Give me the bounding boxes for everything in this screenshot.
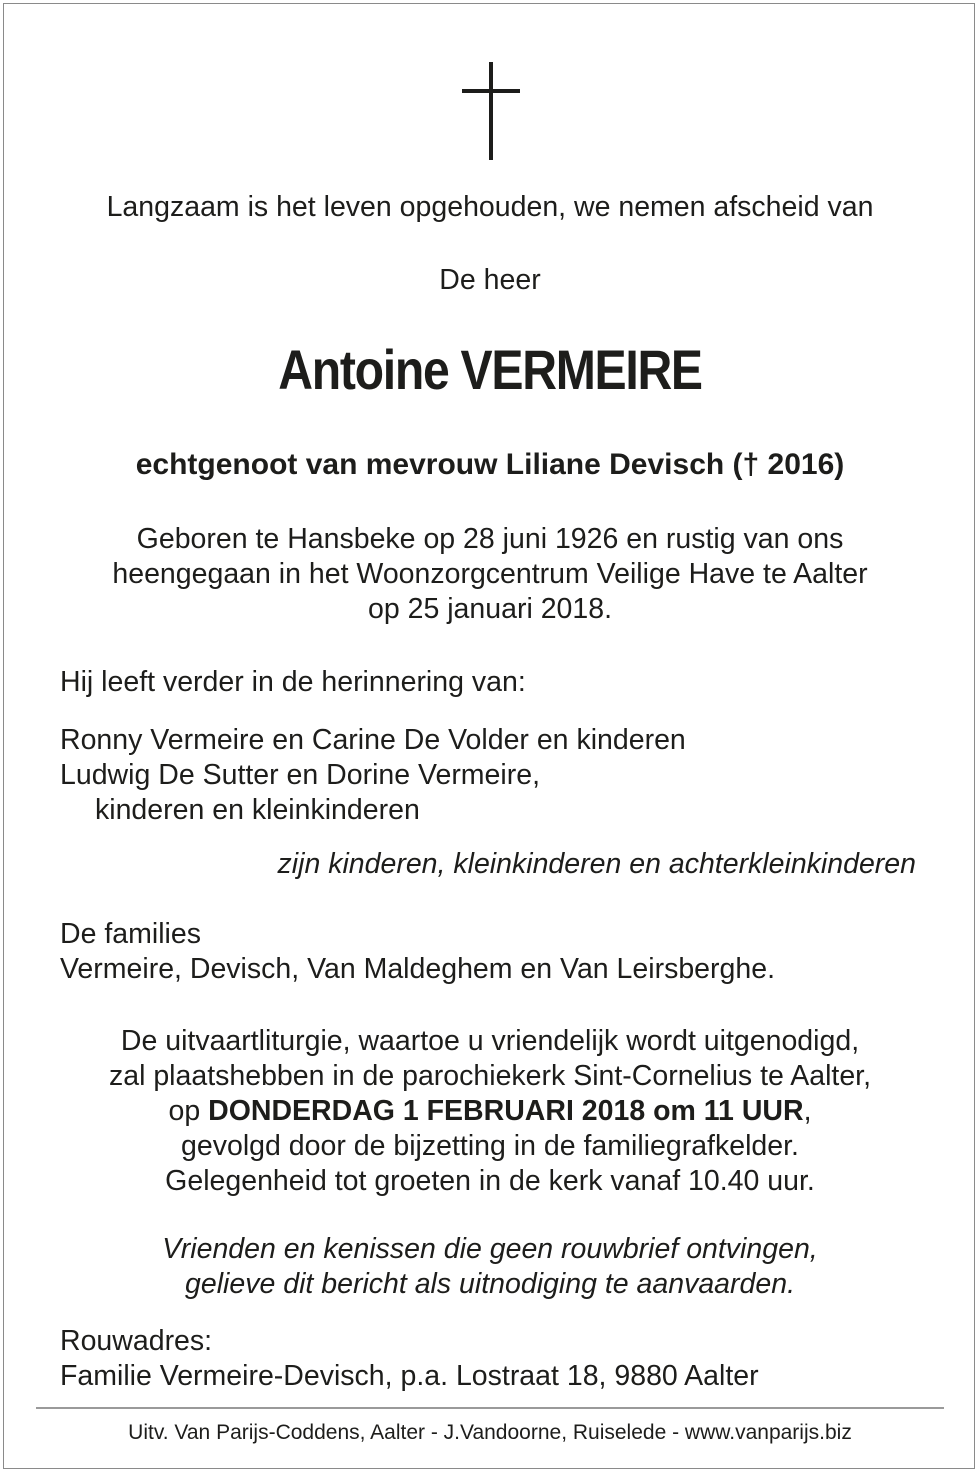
family-line-1: Ronny Vermeire en Carine De Volder en kinderen [60,724,686,756]
deceased-name: Antoine VERMEIRE [278,338,702,401]
family-line-3: kinderen en kleinkinderen [95,794,420,826]
remembrance-intro: Hij leeft verder in de herinnering van: [60,666,526,698]
footer-credits: Uitv. Van Parijs-Coddens, Aalter - J.Vandoorne, Ruiselede - www.vanparijs.biz [128,1421,852,1444]
footer-divider [36,1407,944,1409]
notice-line-2: gelieve dit bericht als uitnodiging te aanvaarden. [185,1268,795,1300]
families-names: Vermeire, Devisch, Van Maldeghem en Van Leirsberghe. [60,953,775,985]
funeral-date-prefix: op [168,1095,209,1127]
funeral-date: DONDERDAG 1 FEBRUARI 2018 om 11 UUR [208,1095,804,1127]
address-value: Familie Vermeire-Devisch, p.a. Lostraat 18, 9880 Aalter [60,1360,759,1392]
cross-vertical-bar [489,62,493,160]
intro-text: Langzaam is het leven opgehouden, we nemen afscheid van [106,191,874,223]
funeral-date-suffix: , [803,1095,812,1127]
birth-death-line-1: Geboren te Hansbeke op 28 juni 1926 en rustig van ons [136,523,844,555]
funeral-line-5: Gelegenheid tot groeten in de kerk vanaf 10.40 uur. [165,1165,815,1197]
spouse-line: echtgenoot van mevrouw Liliane Devisch († 2016) [135,448,845,481]
notice-line-1: Vrienden en kenissen die geen rouwbrief ontvingen, [162,1233,818,1265]
funeral-line-3 [0,1094,980,1129]
cross-icon [462,62,520,160]
funeral-line-2: zal plaatshebben in de parochiekerk Sint-Cornelius te Aalter, [108,1060,872,1092]
families-label: De families [60,918,201,950]
family-line-2: Ludwig De Sutter en Dorine Vermeire, [60,759,540,791]
funeral-line-1: De uitvaartliturgie, waartoe u vriendelijk wordt uitgenodigd, [120,1025,860,1057]
birth-death-line-2: heengegaan in het Woonzorgcentrum Veilige Have te Aalter [112,558,868,590]
cross-horizontal-bar [462,89,520,93]
title-prefix: De heer [439,264,541,296]
address-label: Rouwadres: [60,1325,213,1357]
birth-death-line-3: op 25 januari 2018. [367,593,613,625]
family-relation: zijn kinderen, kleinkinderen en achterkleinkinderen [277,848,916,880]
funeral-line-4: gevolgd door de bijzetting in de familiegrafkelder. [181,1130,799,1162]
